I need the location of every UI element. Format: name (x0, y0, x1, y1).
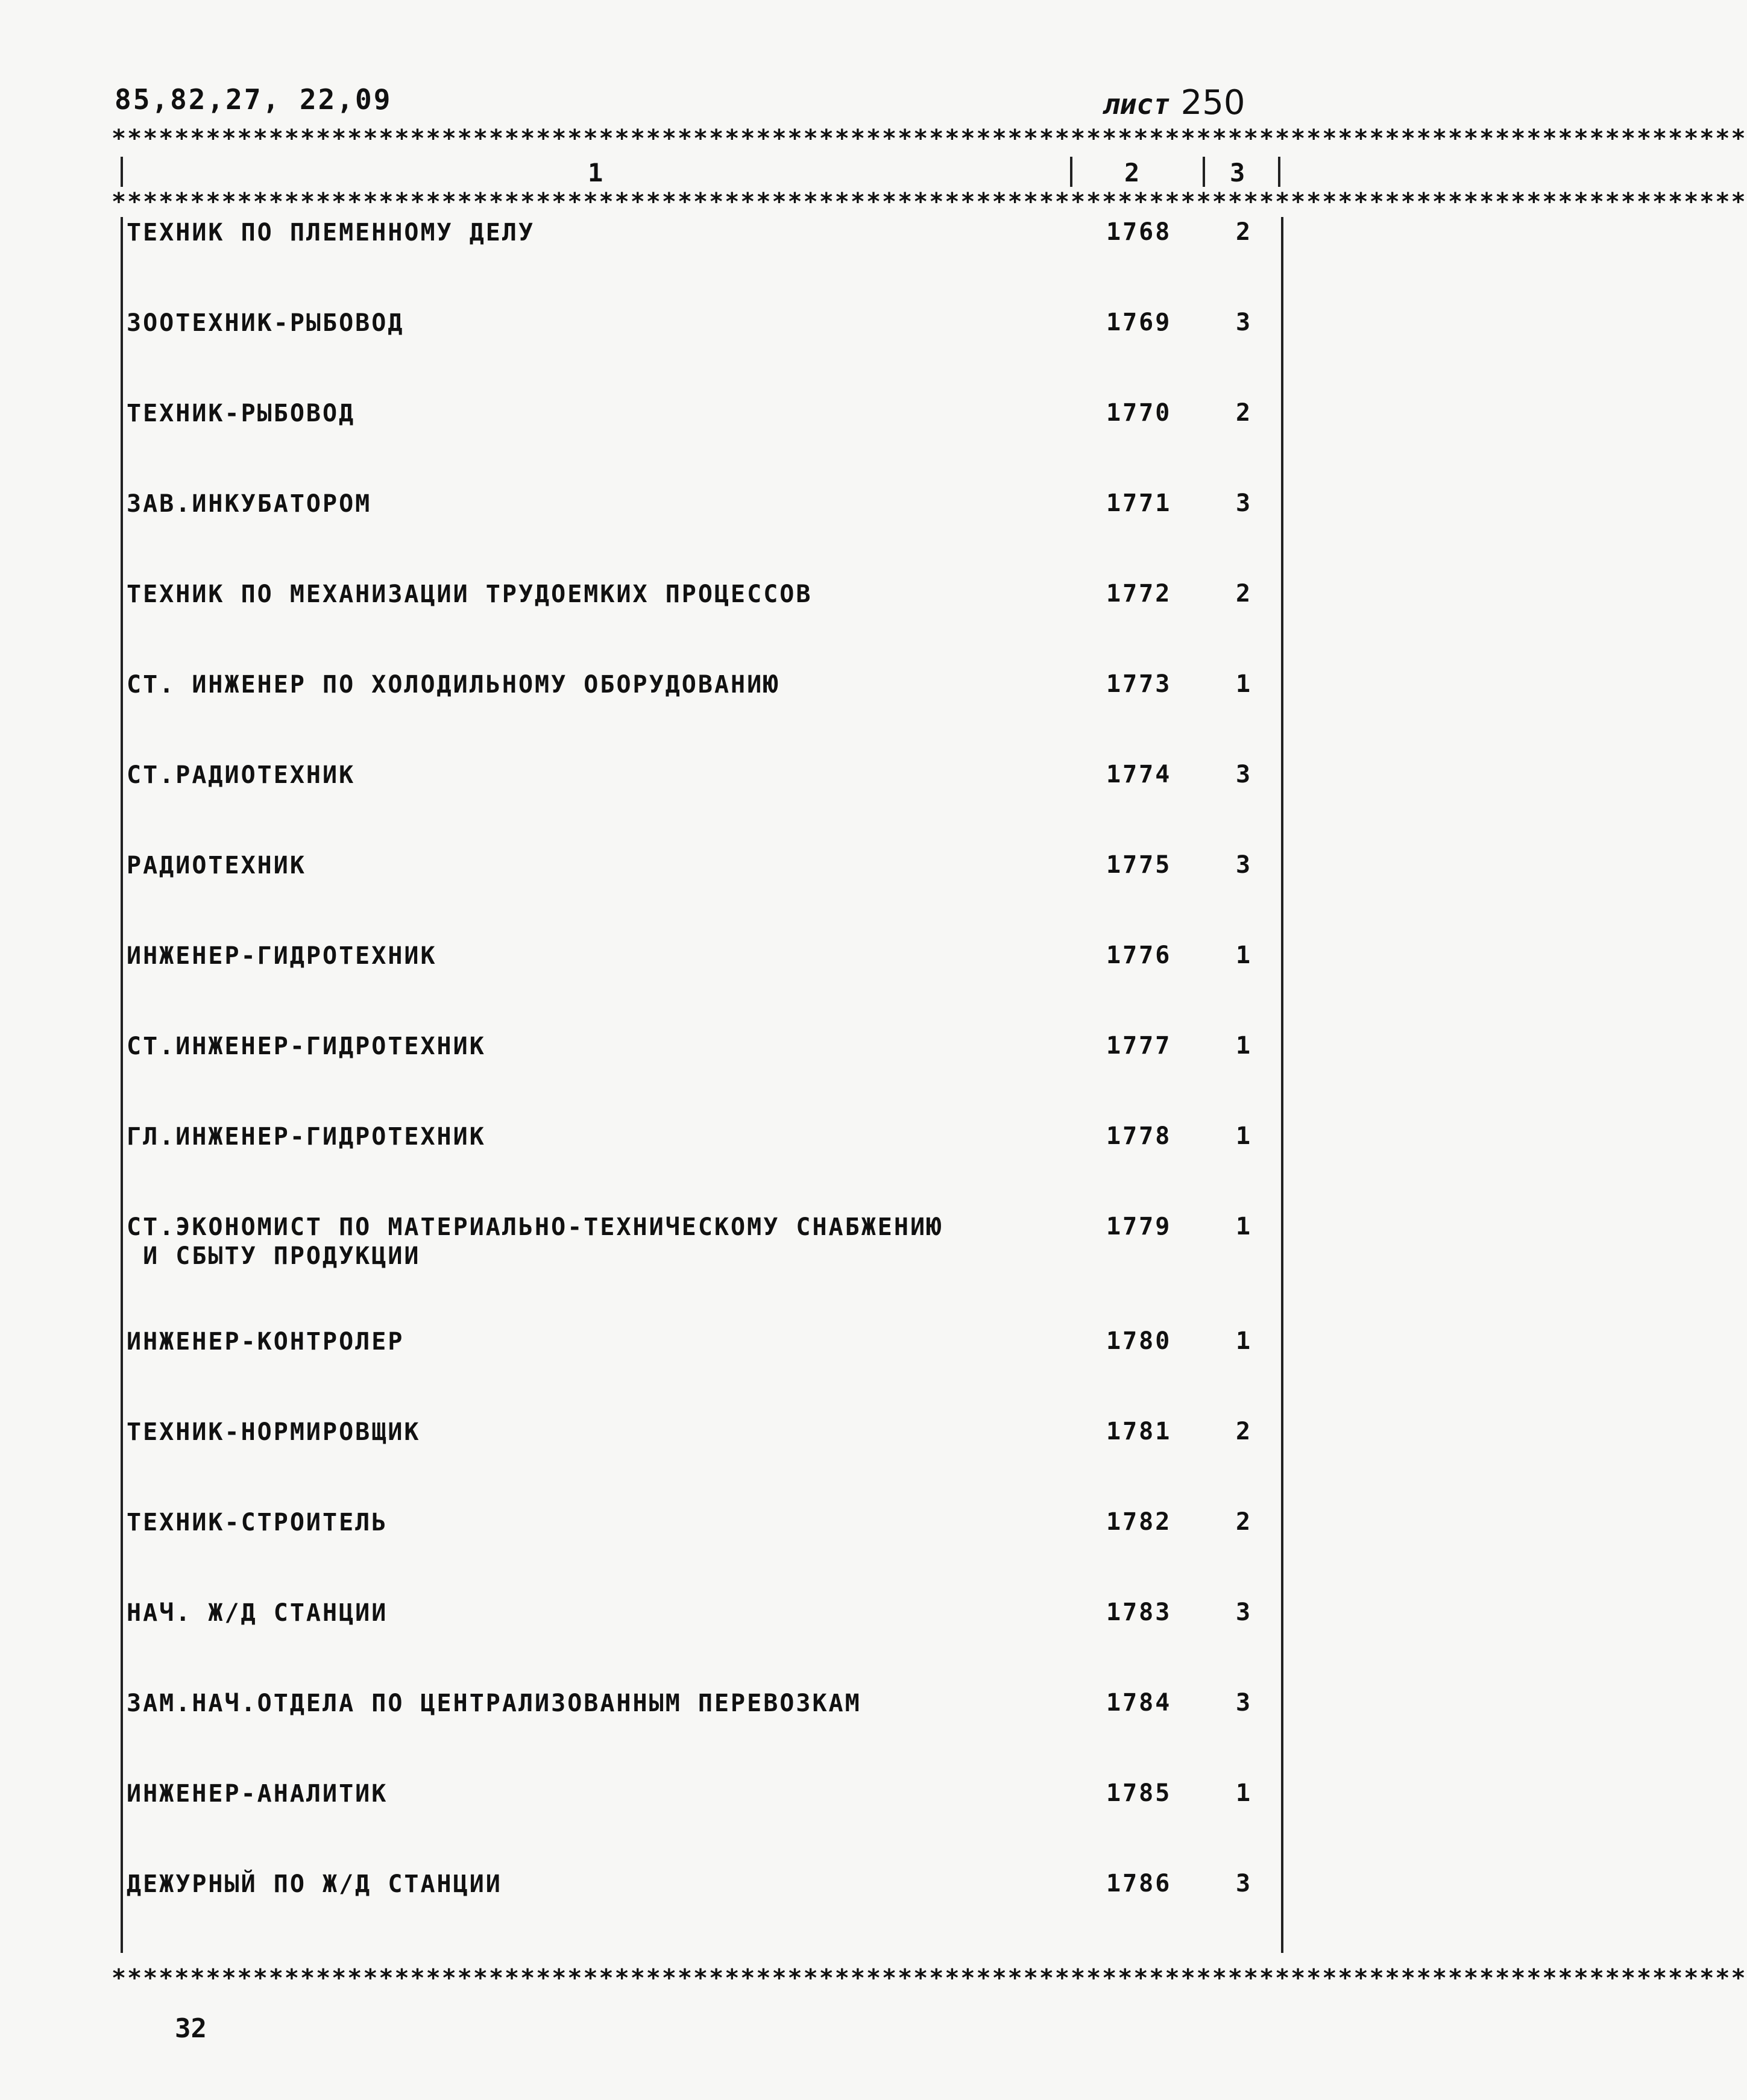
table-row (0, 1032, 1388, 1122)
job-code: 1785 (1106, 1779, 1172, 1807)
job-category: 2 (1236, 1418, 1251, 1445)
table-row (0, 1418, 1388, 1508)
job-category: 1 (1236, 670, 1251, 698)
job-title: ТЕХНИК ПО ПЛЕМЕННОМУ ДЕЛУ (127, 219, 535, 247)
job-code: 1780 (1106, 1327, 1172, 1355)
job-title: СТ.ИНЖЕНЕР-ГИДРОТЕХНИК (127, 1033, 486, 1060)
job-category: 2 (1236, 580, 1251, 608)
job-code: 1775 (1106, 851, 1172, 879)
header-col-divider-2 (1203, 157, 1205, 187)
job-title: РАДИОТЕХНИК (127, 852, 306, 879)
header-separator: ******************************************************************************************************** (112, 188, 1747, 216)
job-title: ТЕХНИК ПО МЕХАНИЗАЦИИ ТРУДОЕМКИХ ПРОЦЕССОВ (127, 580, 813, 608)
table-row (0, 1779, 1388, 1870)
job-category: 1 (1236, 1779, 1251, 1807)
top-separator: ******************************************************************************************************** (112, 125, 1747, 152)
job-category: 1 (1236, 1327, 1251, 1355)
header-right-border (1278, 157, 1280, 187)
table-row (0, 580, 1388, 670)
table-row (0, 761, 1388, 851)
job-category: 1 (1236, 1122, 1251, 1150)
job-title: ИНЖЕНЕР-ГИДРОТЕХНИК (127, 942, 437, 970)
table-row (0, 1327, 1388, 1418)
job-title: ТЕХНИК-СТРОИТЕЛЬ (127, 1509, 388, 1536)
job-title: ЗАМ.НАЧ.ОТДЕЛА ПО ЦЕНТРАЛИЗОВАННЫМ ПЕРЕВОЗКАМ (127, 1690, 861, 1717)
table-row (0, 489, 1388, 580)
table-row (0, 670, 1388, 761)
job-category: 3 (1236, 1689, 1251, 1717)
job-category: 3 (1236, 851, 1251, 879)
job-title: ИНЖЕНЕР-АНАЛИТИК (127, 1780, 388, 1808)
job-code: 1771 (1106, 489, 1172, 517)
job-category: 3 (1236, 1599, 1251, 1626)
job-category: 3 (1236, 1870, 1251, 1897)
job-code: 1769 (1106, 309, 1172, 336)
table-row (0, 1599, 1388, 1689)
sheet-label: лист (1103, 88, 1170, 121)
table-row (0, 942, 1388, 1032)
page-footer-number: 32 (175, 2013, 207, 2044)
job-code: 1777 (1106, 1032, 1172, 1060)
job-code: 1786 (1106, 1870, 1172, 1897)
bottom-separator: ******************************************************************************************************** (112, 1964, 1747, 1992)
job-title: ГЛ.ИНЖЕНЕР-ГИДРОТЕХНИК (127, 1123, 486, 1151)
job-title: ТЕХНИК-НОРМИРОВЩИК (127, 1418, 421, 1446)
job-category: 1 (1236, 942, 1251, 969)
job-title: ТЕХНИК-РЫБОВОД (127, 400, 356, 427)
date-code: 85,82,27, 22,09 (115, 83, 392, 116)
table-row (0, 1122, 1388, 1213)
job-code: 1778 (1106, 1122, 1172, 1150)
column-header-1: 1 (588, 158, 603, 187)
job-category: 1 (1236, 1032, 1251, 1060)
job-category: 3 (1236, 761, 1251, 788)
table-row (0, 1213, 1388, 1303)
job-category: 3 (1236, 489, 1251, 517)
column-header-2: 2 (1124, 158, 1140, 187)
job-code: 1773 (1106, 670, 1172, 698)
job-category: 2 (1236, 1508, 1251, 1536)
job-code: 1781 (1106, 1418, 1172, 1445)
table-row (0, 1689, 1388, 1779)
job-category: 2 (1236, 218, 1251, 246)
job-category: 2 (1236, 399, 1251, 427)
table-row (0, 309, 1388, 399)
table-row (0, 1508, 1388, 1599)
job-code: 1784 (1106, 1689, 1172, 1717)
column-header-3: 3 (1230, 158, 1245, 187)
job-code: 1782 (1106, 1508, 1172, 1536)
table-row (0, 851, 1388, 942)
job-code: 1779 (1106, 1213, 1172, 1240)
job-title: СТ.РАДИОТЕХНИК (127, 761, 356, 789)
job-category: 3 (1236, 309, 1251, 336)
job-title: СТ.ЭКОНОМИСТ ПО МАТЕРИАЛЬНО-ТЕХНИЧЕСКОМУ СНАБЖЕНИЮ И СБЫТУ ПРОДУКЦИИ (127, 1213, 943, 1270)
job-code: 1776 (1106, 942, 1172, 969)
job-code: 1770 (1106, 399, 1172, 427)
header-left-border (121, 157, 123, 187)
sheet-number: 250 (1180, 83, 1245, 122)
job-code: 1774 (1106, 761, 1172, 788)
header-col-divider-1 (1070, 157, 1072, 187)
job-title: ИНЖЕНЕР-КОНТРОЛЕР (127, 1328, 404, 1356)
table-row (0, 218, 1388, 309)
job-title: ЗООТЕХНИК-РЫБОВОД (127, 309, 404, 337)
job-category: 1 (1236, 1213, 1251, 1240)
job-title: ДЕЖУРНЫЙ ПО Ж/Д СТАНЦИИ (127, 1870, 502, 1898)
job-code: 1772 (1106, 580, 1172, 608)
table-row (0, 1870, 1388, 1960)
job-code: 1783 (1106, 1599, 1172, 1626)
job-code: 1768 (1106, 218, 1172, 246)
table-row (0, 399, 1388, 489)
job-title: НАЧ. Ж/Д СТАНЦИИ (127, 1599, 388, 1627)
sheet-indicator (1103, 83, 1245, 122)
job-title: ЗАВ.ИНКУБАТОРОМ (127, 490, 372, 518)
job-title: СТ. ИНЖЕНЕР ПО ХОЛОДИЛЬНОМУ ОБОРУДОВАНИЮ (127, 671, 780, 699)
